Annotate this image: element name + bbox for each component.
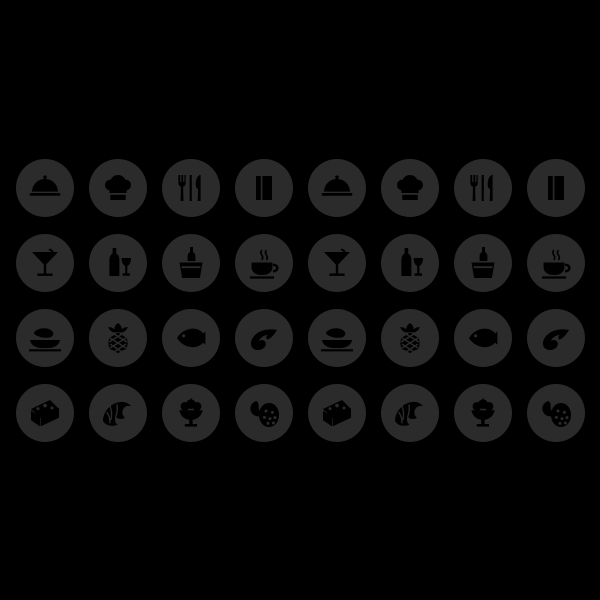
icon-cell[interactable] [227,300,300,375]
napkin-icon[interactable] [235,159,293,217]
icon-cell[interactable] [154,225,227,300]
icon-cell[interactable] [81,300,154,375]
steak-plate-icon[interactable] [308,309,366,367]
icon-cell[interactable] [300,150,373,225]
croissant-icon[interactable] [89,384,147,442]
croissant-icon[interactable] [381,384,439,442]
icon-cell[interactable] [154,375,227,450]
icon-cell[interactable] [154,150,227,225]
napkin-icon[interactable] [527,159,585,217]
fruit-slice-icon[interactable] [527,384,585,442]
icon-cell[interactable] [154,300,227,375]
teacup-icon[interactable] [235,234,293,292]
icon-cell[interactable] [300,225,373,300]
cloche-icon[interactable] [16,159,74,217]
icon-cell[interactable] [300,300,373,375]
icon-cell[interactable] [446,375,519,450]
icon-cell[interactable] [81,225,154,300]
icon-cell[interactable] [373,150,446,225]
icon-cell[interactable] [519,150,592,225]
icon-cell[interactable] [81,375,154,450]
cake-slice-icon[interactable] [16,384,74,442]
teacup-icon[interactable] [527,234,585,292]
icon-cell[interactable] [519,375,592,450]
ice-cream-cup-icon[interactable] [454,384,512,442]
icon-cell[interactable] [227,375,300,450]
icon-cell[interactable] [227,225,300,300]
chef-hat-icon[interactable] [89,159,147,217]
chef-hat-icon[interactable] [381,159,439,217]
icon-cell[interactable] [8,150,81,225]
icon-grid [8,150,592,450]
fork-knife-icon[interactable] [454,159,512,217]
icon-cell[interactable] [373,375,446,450]
wine-bottle-glass-icon[interactable] [381,234,439,292]
cocktail-glass-icon[interactable] [16,234,74,292]
cloche-icon[interactable] [308,159,366,217]
champagne-bucket-icon[interactable] [454,234,512,292]
icon-cell[interactable] [519,225,592,300]
fish-icon[interactable] [454,309,512,367]
fish-icon[interactable] [162,309,220,367]
icon-cell[interactable] [373,225,446,300]
wine-bottle-glass-icon[interactable] [89,234,147,292]
fork-knife-icon[interactable] [162,159,220,217]
ice-cream-cup-icon[interactable] [162,384,220,442]
icon-cell[interactable] [446,150,519,225]
icon-cell[interactable] [8,375,81,450]
shrimp-icon[interactable] [527,309,585,367]
icon-cell[interactable] [519,300,592,375]
icon-cell[interactable] [446,300,519,375]
cocktail-glass-icon[interactable] [308,234,366,292]
fruit-slice-icon[interactable] [235,384,293,442]
steak-plate-icon[interactable] [16,309,74,367]
pineapple-icon[interactable] [89,309,147,367]
icon-cell[interactable] [373,300,446,375]
icon-cell[interactable] [227,150,300,225]
shrimp-icon[interactable] [235,309,293,367]
icon-cell[interactable] [8,300,81,375]
icon-cell[interactable] [300,375,373,450]
pineapple-icon[interactable] [381,309,439,367]
cake-slice-icon[interactable] [308,384,366,442]
champagne-bucket-icon[interactable] [162,234,220,292]
icon-cell[interactable] [81,150,154,225]
icon-cell[interactable] [446,225,519,300]
icon-cell[interactable] [8,225,81,300]
